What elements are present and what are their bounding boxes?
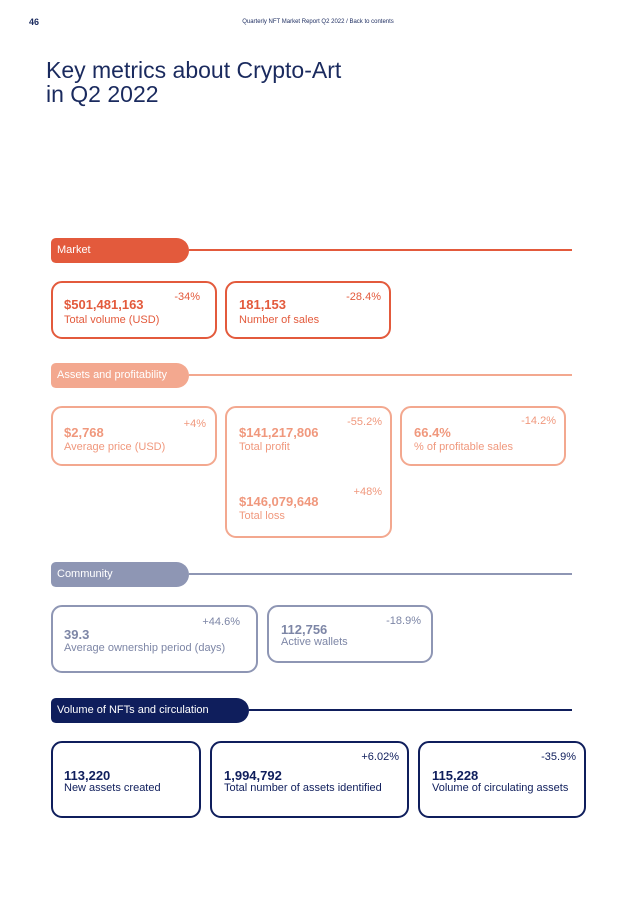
metric-change: +48% (353, 486, 382, 498)
metric-value: 181,153 (239, 297, 286, 312)
metric-value: $141,217,806 (239, 425, 319, 440)
metric-label: Total volume (USD) (64, 314, 160, 326)
section-market-rule (189, 249, 572, 251)
metric-card-circulating-assets (418, 741, 586, 818)
section-community-label: Community (51, 562, 189, 587)
metric-label: Number of sales (239, 314, 320, 326)
metric-value: 112,756 (281, 622, 328, 637)
metric-value: $501,481,163 (64, 297, 144, 312)
page-number: 46 (29, 17, 40, 27)
metric-label: % of profitable sales (414, 441, 514, 453)
metric-change: -55.2% (347, 416, 382, 428)
metric-change: +6.02% (361, 751, 399, 763)
metric-value: 113,220 (64, 768, 111, 783)
metric-value: 66.4% (414, 425, 451, 440)
page-title-line-2: in Q2 2022 (46, 81, 159, 107)
metric-card-total-assets (210, 741, 409, 818)
metric-label: Volume of circulating assets (432, 782, 569, 794)
page-title (46, 58, 341, 106)
metric-card-new-assets (51, 741, 201, 818)
metric-label: Average ownership period (days) (64, 642, 226, 654)
metric-change: -28.4% (346, 291, 381, 303)
metric-card-profitable-sales (400, 406, 566, 466)
metric-label: Total profit (239, 441, 290, 453)
metric-change: -14.2% (521, 415, 556, 427)
metric-value: 115,228 (432, 768, 479, 783)
page-title-line-1: Key metrics about Crypto-Art (46, 57, 342, 83)
metric-change: -18.9% (386, 615, 421, 627)
metric-value: 39.3 (64, 627, 90, 642)
metric-card-ownership-period (51, 605, 258, 673)
section-volume-label: Volume of NFTs and circulation (51, 698, 249, 723)
section-assets-label: Assets and profitability (51, 363, 189, 388)
metric-value: $2,768 (64, 425, 104, 440)
metric-change: +4% (183, 418, 206, 430)
metric-card-number-of-sales (225, 281, 391, 339)
metric-label: New assets created (64, 782, 161, 794)
section-market-label: Market (51, 238, 189, 263)
metric-label: Average price (USD) (64, 441, 166, 453)
metric-label: Active wallets (281, 636, 348, 648)
section-assets-rule (189, 374, 572, 376)
metric-value: $146,079,648 (239, 494, 319, 509)
metric-change: +44.6% (202, 616, 240, 628)
metric-change: -35.9% (541, 751, 576, 763)
metric-card-average-price (51, 406, 217, 466)
section-volume-rule (249, 709, 572, 711)
metric-change: -34% (174, 291, 200, 303)
metric-card-profit-loss (225, 406, 392, 538)
metric-value: 1,994,792 (224, 768, 282, 783)
metric-card-total-volume (51, 281, 217, 339)
section-community-rule (189, 573, 572, 575)
running-header-link[interactable]: Quarterly NFT Market Report Q2 2022 / Back to contents (242, 19, 394, 25)
metric-card-active-wallets (267, 605, 433, 663)
metric-label: Total loss (239, 510, 285, 522)
metric-label: Total number of assets identified (224, 782, 382, 794)
